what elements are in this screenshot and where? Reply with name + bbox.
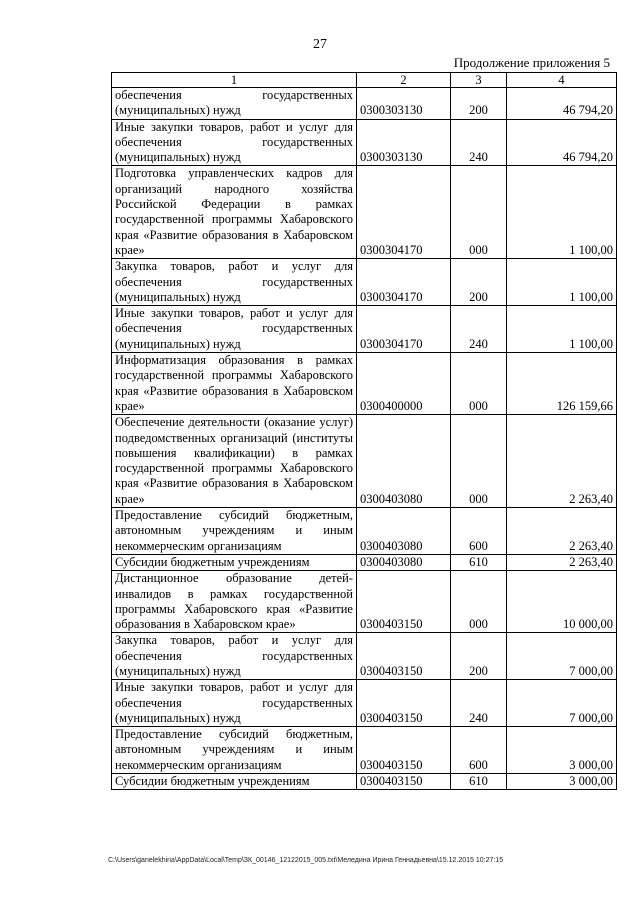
table-row: [112, 415, 617, 508]
row-description: Иные закупки товаров, работ и услуг для обеспечения государственных (муниципальных) нужд: [112, 306, 357, 353]
table-row: [112, 119, 617, 166]
row-expense-type: 200: [451, 633, 507, 680]
table-row: [112, 633, 617, 680]
row-amount: 3 000,00: [507, 774, 617, 790]
table-row: [112, 508, 617, 555]
table-row: [112, 306, 617, 353]
row-description: Подготовка управленческих кадров для организаций народного хозяйства Российской Федерации в рамках государственной программы Хабаровского края «Развитие образования в Хабаровском крае»: [112, 166, 357, 259]
row-expense-type: 000: [451, 353, 507, 415]
row-description: обеспечения государственных (муниципальных) нужд: [112, 88, 357, 120]
row-target-code: 0300403080: [357, 415, 451, 508]
row-expense-type: 000: [451, 166, 507, 259]
row-expense-type: 240: [451, 306, 507, 353]
row-expense-type: 200: [451, 88, 507, 120]
row-target-code: 0300400000: [357, 353, 451, 415]
row-amount: 10 000,00: [507, 571, 617, 633]
row-expense-type: 610: [451, 554, 507, 570]
table-row: [112, 680, 617, 727]
row-target-code: 0300403150: [357, 680, 451, 727]
table-header-row: [112, 73, 617, 88]
row-description: Информатизация образования в рамках государственной программы Хабаровского края «Развитие образования в Хабаровском крае»: [112, 353, 357, 415]
row-amount: 2 263,40: [507, 415, 617, 508]
row-expense-type: 240: [451, 119, 507, 166]
column-header-code: 2: [357, 73, 451, 88]
row-amount: 7 000,00: [507, 680, 617, 727]
table-row: [112, 353, 617, 415]
row-amount: 46 794,20: [507, 88, 617, 120]
row-description: Иные закупки товаров, работ и услуг для обеспечения государственных (муниципальных) нужд: [112, 680, 357, 727]
row-target-code: 0300403080: [357, 508, 451, 555]
row-description: Предоставление субсидий бюджетным, автономным учреждениям и иным некоммерческим организациям: [112, 508, 357, 555]
row-target-code: 0300303130: [357, 119, 451, 166]
row-amount: 46 794,20: [507, 119, 617, 166]
table-row: [112, 727, 617, 774]
row-amount: 126 159,66: [507, 353, 617, 415]
row-target-code: 0300403150: [357, 727, 451, 774]
row-target-code: 0300304170: [357, 306, 451, 353]
column-header-type: 3: [451, 73, 507, 88]
continuation-heading: Продолжение приложения 5: [453, 55, 610, 70]
row-target-code: 0300403150: [357, 633, 451, 680]
column-header-sum: 4: [507, 73, 617, 88]
budget-table: [111, 72, 617, 790]
row-description: Субсидии бюджетным учреждениям: [112, 554, 357, 570]
row-expense-type: 000: [451, 415, 507, 508]
row-description: Обеспечение деятельности (оказание услуг) подведомственных организаций (институты повышения квалификации) в рамках государственной программы Хабаровского края «Развитие образования в Хабаровском крае»: [112, 415, 357, 508]
row-amount: 3 000,00: [507, 727, 617, 774]
row-target-code: 0300403150: [357, 571, 451, 633]
table-row: [112, 554, 617, 570]
row-expense-type: 600: [451, 727, 507, 774]
footer-file-path: C:\Users\ganelekhina\AppData\Local\Temp\ЗК_00146_12122015_005.txt\Меледина Ирина Геннадьевна\15.12.2015 10:27:15: [108, 857, 504, 864]
row-target-code: 0300403150: [357, 774, 451, 790]
row-expense-type: 200: [451, 259, 507, 306]
row-target-code: 0300304170: [357, 259, 451, 306]
row-target-code: 0300304170: [357, 166, 451, 259]
row-description: Предоставление субсидий бюджетным, автономным учреждениям и иным некоммерческим организациям: [112, 727, 357, 774]
row-amount: 2 263,40: [507, 508, 617, 555]
table-row: [112, 88, 617, 120]
row-amount: 2 263,40: [507, 554, 617, 570]
column-header-description: 1: [112, 73, 357, 88]
table-row: [112, 166, 617, 259]
row-description: Субсидии бюджетным учреждениям: [112, 774, 357, 790]
row-amount: 7 000,00: [507, 633, 617, 680]
table-row: [112, 259, 617, 306]
row-amount: 1 100,00: [507, 166, 617, 259]
row-amount: 1 100,00: [507, 259, 617, 306]
row-target-code: 0300403080: [357, 554, 451, 570]
table-row: [112, 774, 617, 790]
row-expense-type: 600: [451, 508, 507, 555]
row-description: Иные закупки товаров, работ и услуг для обеспечения государственных (муниципальных) нужд: [112, 119, 357, 166]
page-number: 27: [313, 37, 327, 52]
table-row: [112, 571, 617, 633]
row-target-code: 0300303130: [357, 88, 451, 120]
row-description: Закупка товаров, работ и услуг для обеспечения государственных (муниципальных) нужд: [112, 633, 357, 680]
row-expense-type: 610: [451, 774, 507, 790]
row-amount: 1 100,00: [507, 306, 617, 353]
row-expense-type: 240: [451, 680, 507, 727]
row-expense-type: 000: [451, 571, 507, 633]
row-description: Дистанционное образование детей-инвалидов в рамках государственной программы Хабаровского края «Развитие образования в Хабаровском крае»: [112, 571, 357, 633]
row-description: Закупка товаров, работ и услуг для обеспечения государственных (муниципальных) нужд: [112, 259, 357, 306]
